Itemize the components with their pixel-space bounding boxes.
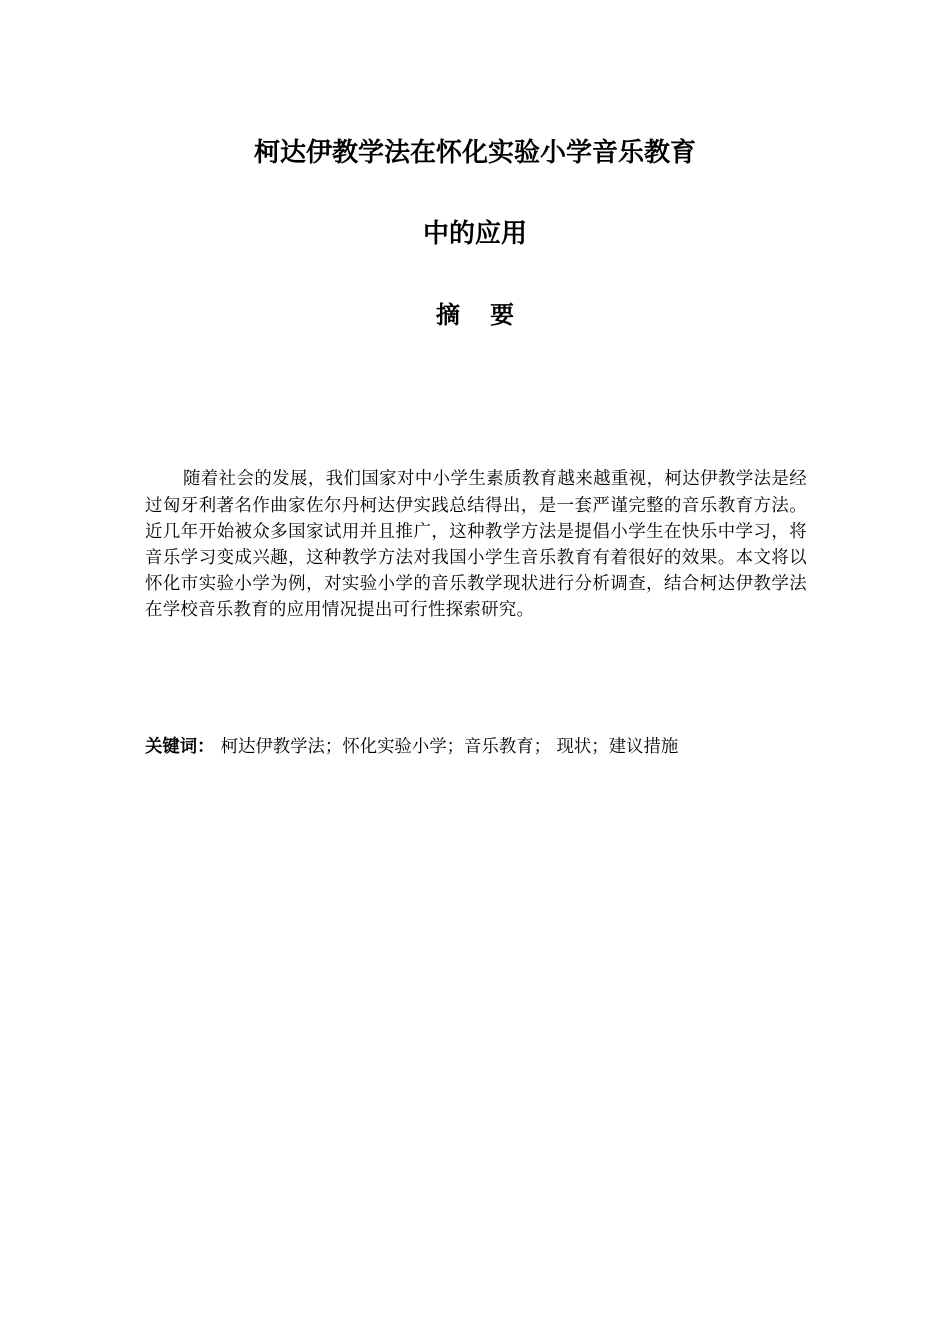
- paper-title-line-2: 中的应用: [422, 219, 527, 249]
- keywords-label: 关键词：: [145, 737, 215, 757]
- abstract-body: 随着社会的发展，我们国家对中小学生素质教育越来越重视，柯达伊教学法是经过匈牙利著名作曲家佐尔丹柯达伊实践总结得出，是一套严谨完整的音乐教育方法。近几年开始被众多国家试用并且推广，这种教学方法是提倡小学生在快乐中学习，将音乐学习变成兴趣，这种教学方法对我国小学生音乐教育有着很好的效果。本文将以怀化市实验小学为例，对实验小学的音乐教学现状进行分析调查，结合柯达伊教学法在学校音乐教育的应用情况提出可行性探索研究。: [145, 469, 807, 621]
- keywords-text: 柯达伊教学法；怀化实验小学；音乐教育； 现状；建议措施: [220, 737, 679, 757]
- keywords-line: [145, 733, 807, 761]
- abstract-heading: 摘要: [436, 301, 544, 329]
- paper-title-line-1: 柯达伊教学法在怀化实验小学音乐教育: [253, 138, 696, 168]
